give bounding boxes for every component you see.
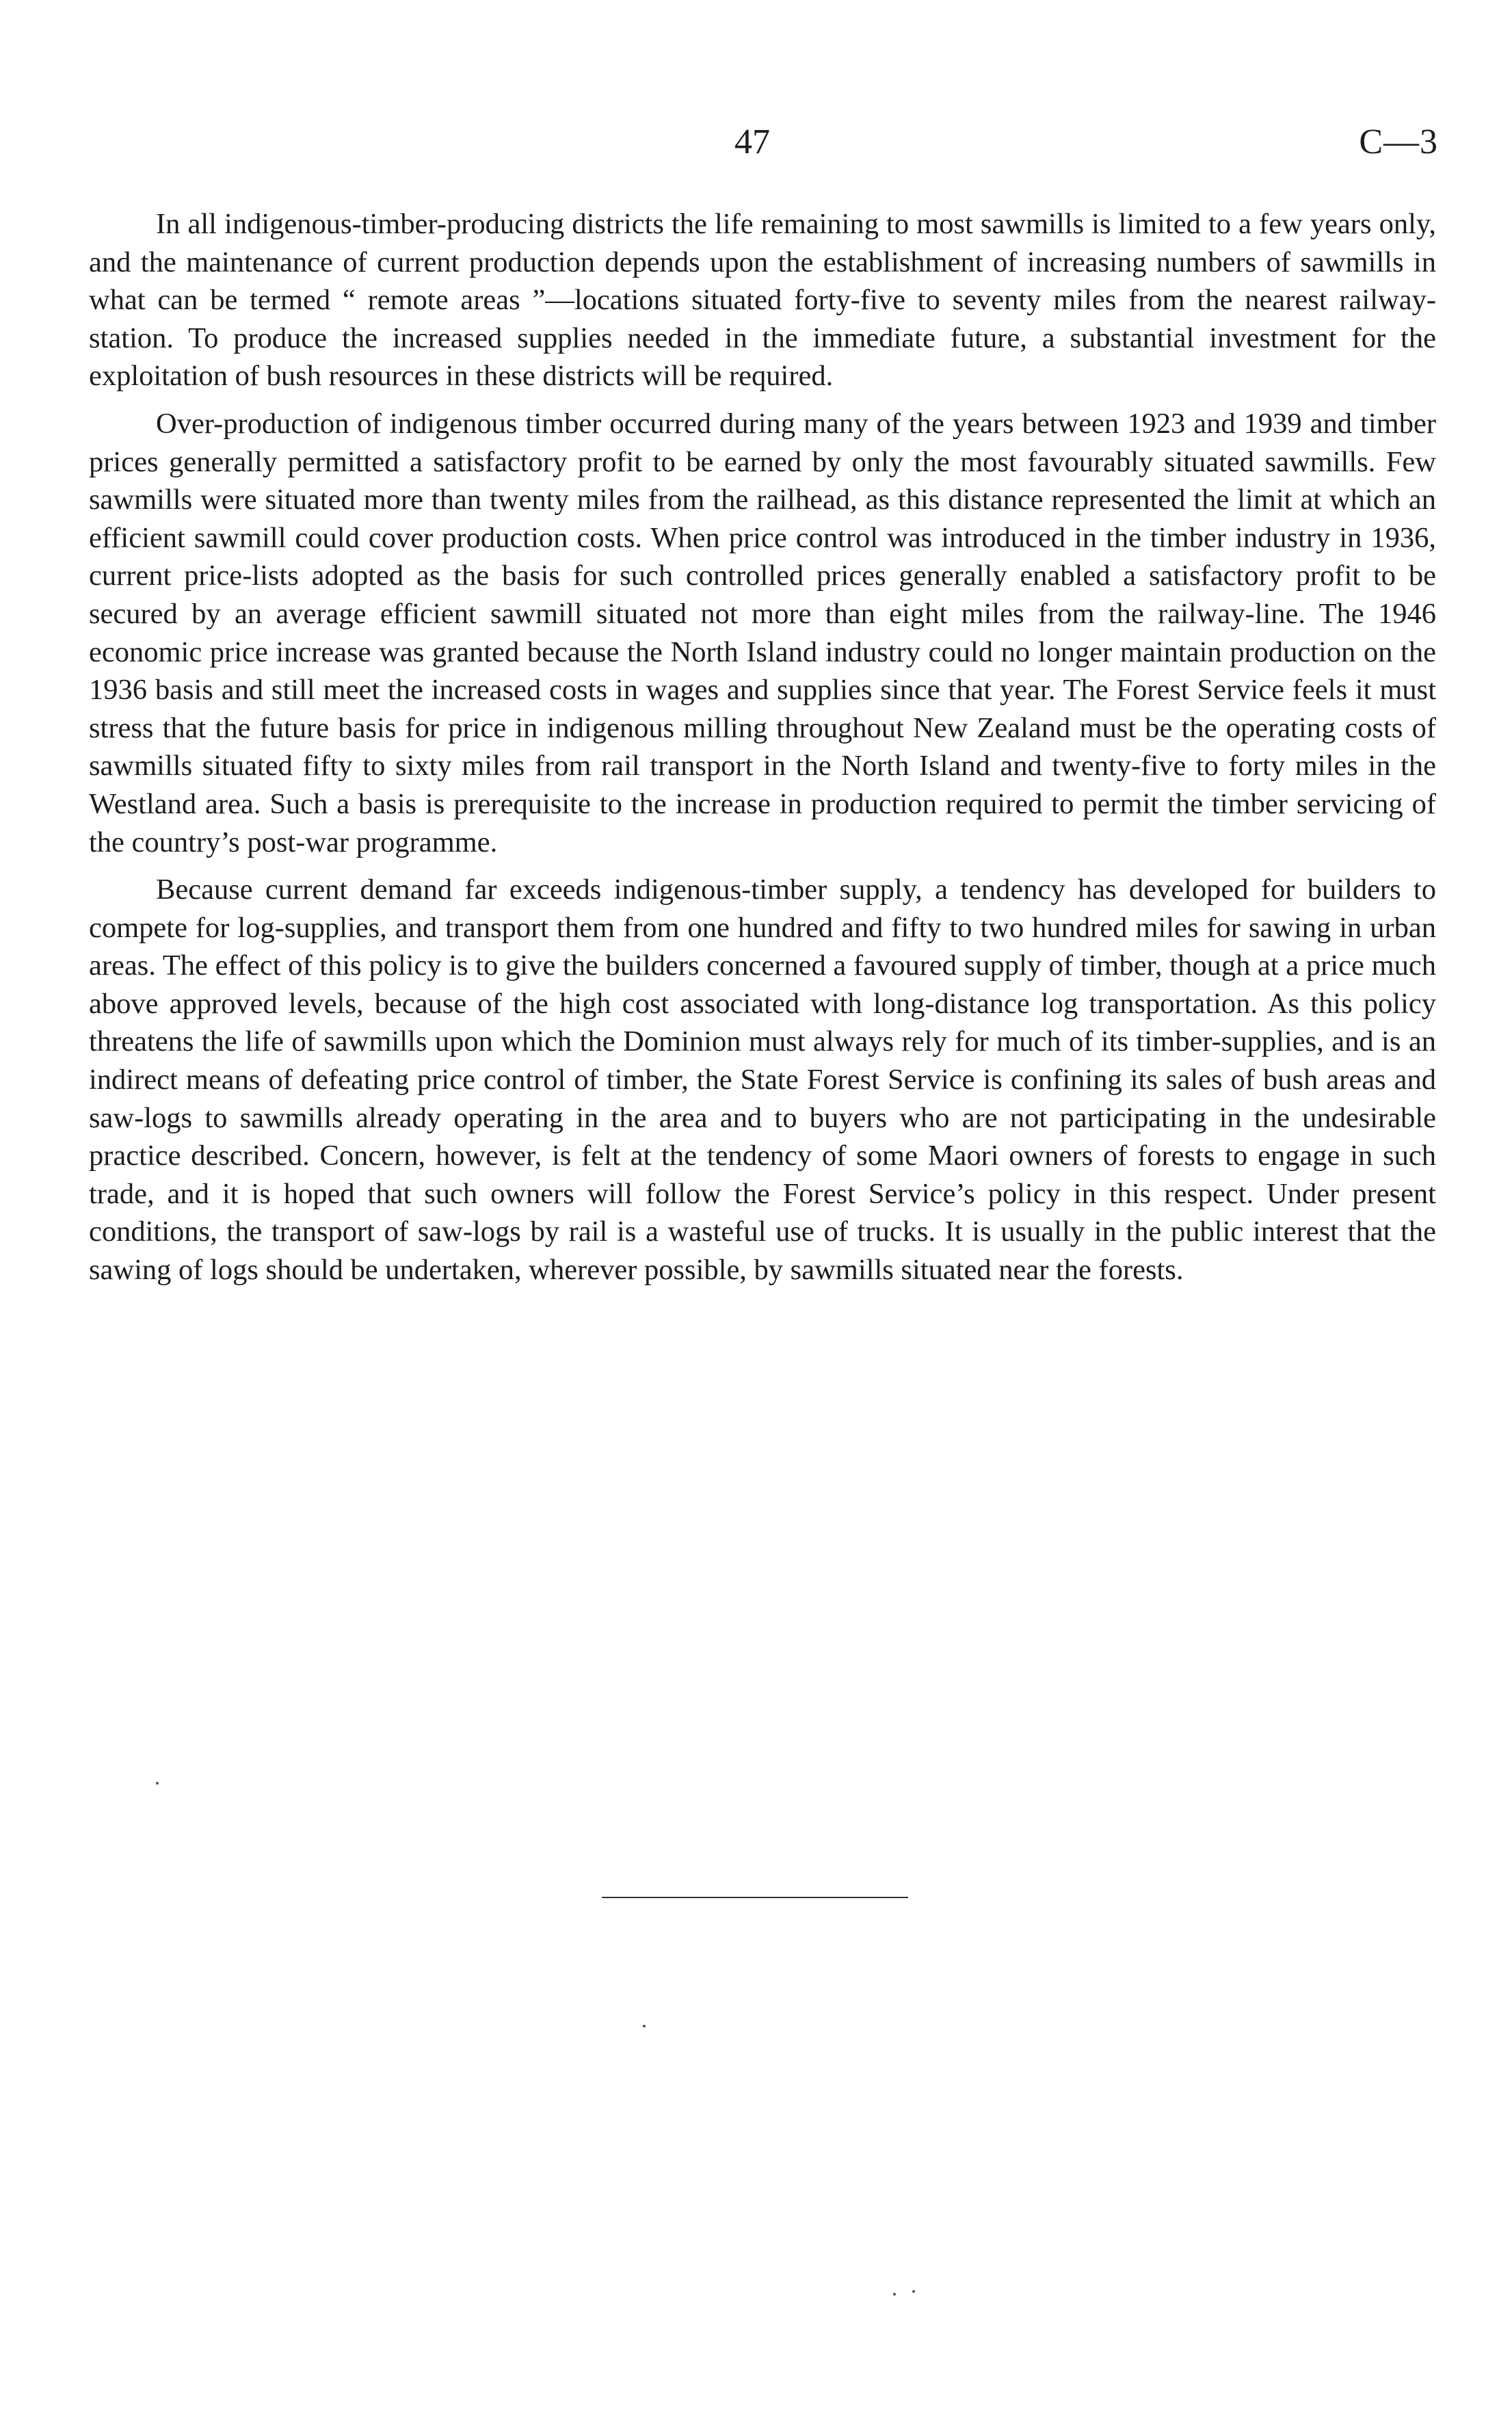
scan-speck <box>912 2290 915 2293</box>
document-reference: C—3 <box>1359 122 1438 161</box>
scan-speck <box>156 1782 159 1785</box>
scan-speck <box>893 2293 896 2296</box>
body-text <box>89 205 1436 1299</box>
scan-speck <box>643 2025 646 2027</box>
paragraph-remote-areas: In all indigenous-timber-producing districts the life remaining to most sawmills is limited to a few years only, and the maintenance of current production depends upon the establishment of increasing numbers of sawmills in what can be termed “ remote areas ”—locations situated forty-five to seventy miles from the nearest railway-station. To produce the increased supplies needed in the immediate future, a substantial investment for the exploitation of bush resources in these districts will be required. <box>89 208 1436 393</box>
page-number: 47 <box>734 122 770 161</box>
paragraph-over-production: Over-production of indigenous timber occurred during many of the years between 1923 and 1939 and timber prices generally permitted a satisfactory profit to be earned by only the most favourably situated sawmills. Few sawmills were situated more than twenty miles from the railhead, as this distance represented the limit at which an efficient sawmill could cover production costs. When price control was introduced in the timber industry in 1936, current price-lists adopted as the basis for such controlled prices generally enabled a satisfactory profit to be secured by an average efficient sawmill situated not more than eight miles from the railway-line. The 1946 economic price increase was granted because the North Island industry could no longer maintain production on the 1936 basis and still meet the increased costs in wages and supplies since that year. The Forest Service feels it must stress that the future basis for price in indigenous milling throughout New Zealand must be the operating costs of sawmills situated fifty to sixty miles from rail transport in the North Island and twenty-five to forty miles in the Westland area. Such a basis is prerequisite to the increase in production required to permit the timber servicing of the country’s post-war programme. <box>89 407 1436 858</box>
paragraph-builders-competition: Because current demand far exceeds indigenous-timber supply, a tendency has developed for builders to compete for log-supplies, and transport them from one hundred and fifty to two hundred miles for sawing in urban areas. The effect of this policy is to give the builders concerned a favoured supply of timber, though at a price much above approved levels, because of the high cost associated with long-distance log transportation. As this policy threatens the life of sawmills upon which the Dominion must always rely for much of its timber-supplies, and is an indirect means of defeating price control of timber, the State Forest Service is confining its sales of bush areas and saw-logs to sawmills already operating in the area and to buyers who are not participating in the undesirable practice described. Concern, however, is felt at the tendency of some Maori owners of forests to engage in such trade, and it is hoped that such owners will follow the Forest Service’s policy in this respect. Under present conditions, the transport of saw-logs by rail is a wasteful use of trucks. It is usually in the public interest that the sawing of logs should be undertaken, wherever possible, by sawmills situated near the forests. <box>89 873 1436 1287</box>
section-end-rule <box>602 1897 908 1898</box>
